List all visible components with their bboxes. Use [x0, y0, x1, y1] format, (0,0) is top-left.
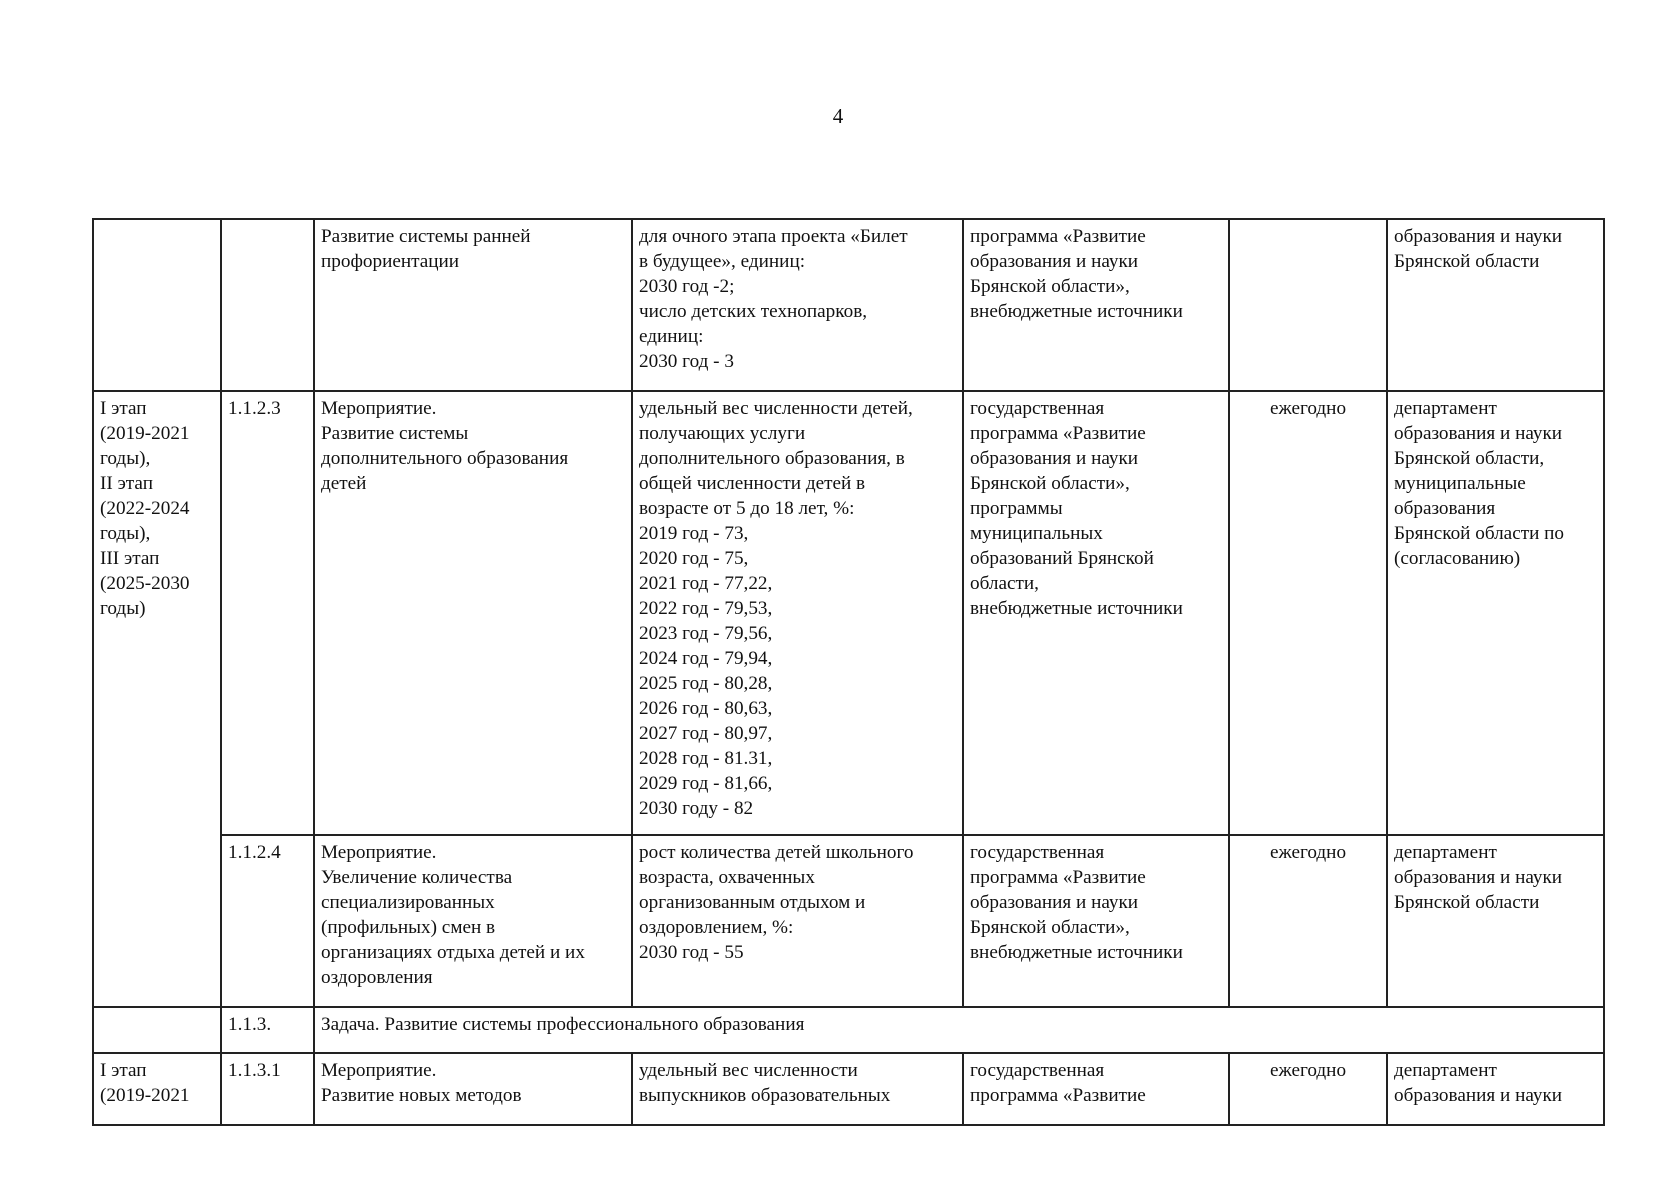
measures-table — [92, 218, 1605, 1126]
funding-source-cell: программа «Развитие образования и науки Брянской области», внебюджетные источники — [963, 219, 1229, 391]
stage-cell: I этап (2019-2021 — [93, 1053, 221, 1125]
executor-cell: департамент образования и науки Брянской области, муниципальные образования Брянской области по (согласованию) — [1387, 391, 1604, 835]
table-row — [93, 835, 1604, 1007]
indicator-cell: удельный вес численности выпускников образовательных — [632, 1053, 963, 1125]
event-cell: Мероприятие. Развитие новых методов — [314, 1053, 632, 1125]
code-cell: 1.1.2.4 — [221, 835, 314, 1007]
table-row — [93, 391, 1604, 835]
stage-cell — [93, 1007, 221, 1053]
indicator-cell: для очного этапа проекта «Билет в будущее», единиц: 2030 год -2; число детских технопарков, единиц: 2030 год - 3 — [632, 219, 963, 391]
event-cell: Мероприятие. Развитие системы дополнительного образования детей — [314, 391, 632, 835]
indicator-cell: удельный вес численности детей, получающих услуги дополнительного образования, в общей численности детей в возрасте от 5 до 18 лет, %: 2019 год - 73, 2020 год - 75, 2021 год - 77,22, 2022 год - 79,53, 2023 год - 79,56, 2024 год - 79,94, 2025 год - 80,28, 2026 год - 80,63, 2027 год - 80,97, 2028 год - 81.31, 2029 год - 81,66, 2030 году - 82 — [632, 391, 963, 835]
funding-source-cell: государственная программа «Развитие образования и науки Брянской области», программы муниципальных образований Брянской области, внебюджетные источники — [963, 391, 1229, 835]
funding-source-cell: государственная программа «Развитие — [963, 1053, 1229, 1125]
period-cell: ежегодно — [1229, 835, 1387, 1007]
period-cell: ежегодно — [1229, 391, 1387, 835]
indicator-cell: рост количества детей школьного возраста, охваченных организованным отдыхом и оздоровлением, %: 2030 год - 55 — [632, 835, 963, 1007]
code-cell: 1.1.3. — [221, 1007, 314, 1053]
executor-cell: департамент образования и науки — [1387, 1053, 1604, 1125]
table-row — [93, 219, 1604, 391]
stage-cell: I этап (2019-2021 годы), II этап (2022-2024 годы), III этап (2025-2030 годы) — [93, 391, 221, 1007]
code-cell — [221, 219, 314, 391]
table-row-task — [93, 1007, 1604, 1053]
event-cell: Мероприятие. Увеличение количества специализированных (профильных) смен в организациях отдыха детей и их оздоровления — [314, 835, 632, 1007]
page-number: 4 — [832, 104, 844, 128]
period-cell — [1229, 219, 1387, 391]
code-cell: 1.1.2.3 — [221, 391, 314, 835]
executor-cell: образования и науки Брянской области — [1387, 219, 1604, 391]
code-cell: 1.1.3.1 — [221, 1053, 314, 1125]
stage-cell — [93, 219, 221, 391]
funding-source-cell: государственная программа «Развитие образования и науки Брянской области», внебюджетные источники — [963, 835, 1229, 1007]
task-cell: Задача. Развитие системы профессионального образования — [314, 1007, 1604, 1053]
period-cell: ежегодно — [1229, 1053, 1387, 1125]
table-row — [93, 1053, 1604, 1125]
executor-cell: департамент образования и науки Брянской области — [1387, 835, 1604, 1007]
event-cell: Развитие системы ранней профориентации — [314, 219, 632, 391]
